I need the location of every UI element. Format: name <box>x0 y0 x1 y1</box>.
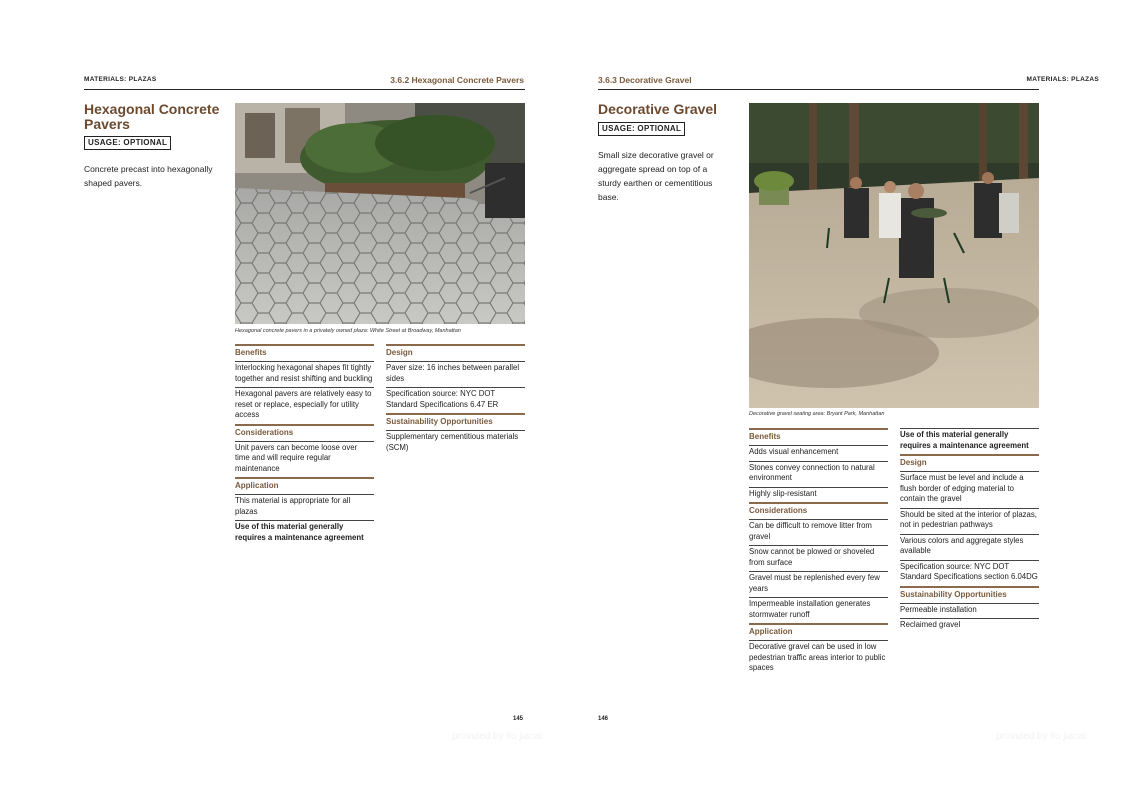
left-column-2 <box>386 344 525 456</box>
section-reference: 3.6.3 Decorative Gravel <box>598 75 692 85</box>
photo-caption: Decorative gravel seating area: Bryant Park, Manhattan <box>749 411 885 417</box>
application-item: Decorative gravel can be used in low pedestrian traffic areas interior to public spaces <box>749 640 888 677</box>
running-head: MATERIALS: PLAZAS <box>84 76 157 83</box>
benefit-item: Interlocking hexagonal shapes fit tightly together and resist shifting and buckling <box>235 361 374 387</box>
hexagonal-pavers-photo <box>235 103 525 324</box>
page-number: 146 <box>598 716 609 722</box>
design-item: Specification source: NYC DOT Standard Specifications 6.47 ER <box>386 387 525 413</box>
title-line-2: Pavers <box>84 116 130 132</box>
header-rule <box>598 89 1039 90</box>
sustainability-item: Reclaimed gravel <box>900 618 1039 634</box>
page-title: Decorative Gravel <box>598 101 718 117</box>
benefits-heading: Benefits <box>749 428 888 445</box>
design-item: Surface must be level and include a flush border of edging material to contain the gravel <box>900 471 1039 508</box>
application-heading: Application <box>749 623 888 640</box>
considerations-heading: Considerations <box>749 502 888 519</box>
gravel-photo-illustration <box>749 103 1039 408</box>
pavers-photo-illustration <box>235 103 525 324</box>
header-rule <box>84 89 525 90</box>
consideration-item: Snow cannot be plowed or shoveled from surface <box>749 545 888 571</box>
consideration-item: Impermeable installation generates stormwater runoff <box>749 597 888 623</box>
left-column-1 <box>235 344 374 546</box>
photo-caption: Hexagonal concrete pavers in a privately owned plaza: White Street at Broadway, Manhattan <box>235 328 461 334</box>
consideration-item: Unit pavers can become loose over time and will require regular maintenance <box>235 441 374 478</box>
sustainability-heading: Sustainability Opportunities <box>900 586 1039 603</box>
design-heading: Design <box>386 344 525 361</box>
left-page <box>0 0 561 794</box>
consideration-item: Can be difficult to remove litter from gravel <box>749 519 888 545</box>
usage-badge: USAGE: OPTIONAL <box>84 136 171 150</box>
application-item: This material is appropriate for all plazas <box>235 494 374 520</box>
design-item: Should be sited at the interior of plazas, not in pedestrian pathways <box>900 508 1039 534</box>
maintenance-note: Use of this material generally requires a maintenance agreement <box>900 428 1039 454</box>
title-line-1: Hexagonal Concrete <box>84 101 220 117</box>
benefit-item: Stones convey connection to natural environment <box>749 461 888 487</box>
sustainability-heading: Sustainability Opportunities <box>386 413 525 430</box>
section-reference: 3.6.2 Hexagonal Concrete Pavers <box>390 75 524 85</box>
intro-text: Concrete precast into hexagonally shaped pavers. <box>84 164 213 188</box>
page-title <box>84 102 224 132</box>
benefit-item: Hexagonal pavers are relatively easy to reset or replace, especially for utility access <box>235 387 374 424</box>
decorative-gravel-photo <box>749 103 1039 408</box>
watermark: provided by liu jiacai <box>996 731 1087 742</box>
design-item: Specification source: NYC DOT Standard Specifications section 6.04DG <box>900 560 1039 586</box>
page-number: 145 <box>513 716 524 722</box>
usage-badge: USAGE: OPTIONAL <box>598 122 685 136</box>
intro-text: Small size decorative gravel or aggregate spread on top of a sturdy earthen or cementitious base. <box>598 150 714 202</box>
design-item: Various colors and aggregate styles available <box>900 534 1039 560</box>
right-page <box>561 0 1123 794</box>
watermark: provided by liu jiacai <box>452 731 543 742</box>
consideration-item: Gravel must be replenished every few years <box>749 571 888 597</box>
design-item: Paver size: 16 inches between parallel sides <box>386 361 525 387</box>
benefit-item: Highly slip-resistant <box>749 487 888 503</box>
application-heading: Application <box>235 477 374 494</box>
running-head: MATERIALS: PLAZAS <box>1026 76 1099 83</box>
benefits-heading: Benefits <box>235 344 374 361</box>
design-heading: Design <box>900 454 1039 471</box>
maintenance-note: Use of this material generally requires a maintenance agreement <box>235 520 374 546</box>
sustainability-item: Permeable installation <box>900 603 1039 619</box>
sustainability-item: Supplementary cementitious materials (SCM) <box>386 430 525 456</box>
considerations-heading: Considerations <box>235 424 374 441</box>
benefit-item: Adds visual enhancement <box>749 445 888 461</box>
right-column-1 <box>749 428 888 677</box>
right-column-2 <box>900 428 1039 634</box>
